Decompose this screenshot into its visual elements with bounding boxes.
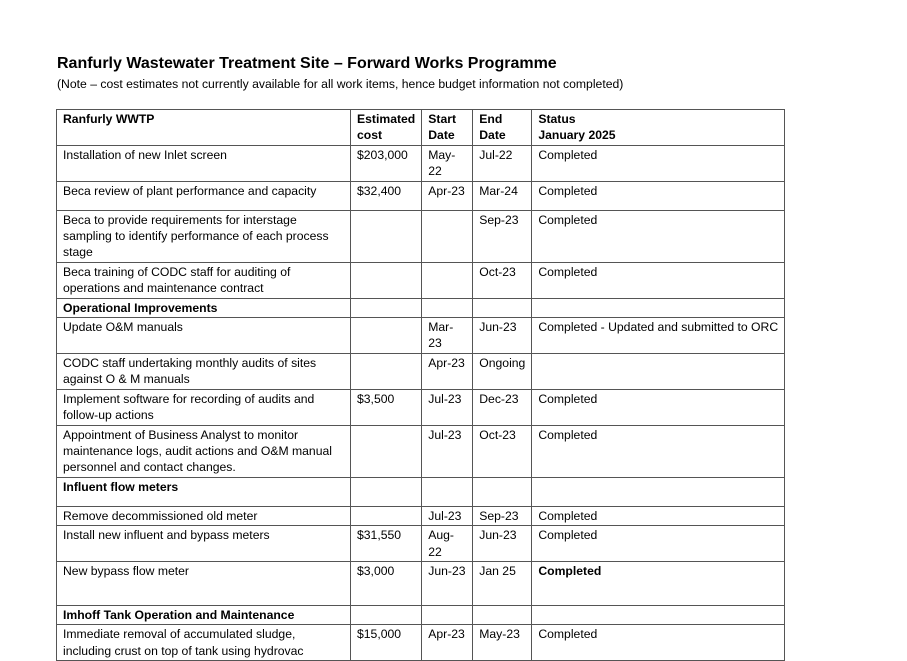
cell-item: Install new influent and bypass meters [57, 526, 351, 562]
section-row [57, 298, 785, 317]
cell-status: Completed [532, 425, 785, 477]
cell-end [473, 298, 532, 317]
cell-cost: $3,000 [351, 561, 422, 605]
cell-start: Apr-23 [422, 625, 473, 661]
cell-item: Implement software for recording of audits and follow-up actions [57, 389, 351, 425]
cell-item: Immediate removal of accumulated sludge, including crust on top of tank using hydrovac [57, 625, 351, 661]
cell-item: Remove decommissioned old meter [57, 506, 351, 525]
header-cost-line1: Estimated [357, 112, 416, 126]
header-cost-line2: cost [357, 128, 383, 143]
cell-item: New bypass flow meter [57, 561, 351, 605]
cell-item: Installation of new Inlet screen [57, 145, 351, 181]
cell-start [422, 210, 473, 262]
cell-cost [351, 318, 422, 354]
cell-item: Update O&M manuals [57, 318, 351, 354]
cell-cost [351, 605, 422, 624]
cell-status: Completed [532, 210, 785, 262]
cell-end: Oct-23 [473, 262, 532, 298]
cell-end: Ongoing [473, 353, 532, 389]
cell-cost [351, 477, 422, 506]
table-row [57, 181, 785, 210]
forward-works-table [56, 109, 785, 661]
section-row [57, 605, 785, 624]
cell-item: Beca review of plant performance and capacity [57, 181, 351, 210]
cell-cost: $203,000 [351, 145, 422, 181]
cell-cost: $32,400 [351, 181, 422, 210]
cell-status: Completed [532, 145, 785, 181]
cell-end: Oct-23 [473, 425, 532, 477]
cell-status: Completed [532, 389, 785, 425]
cell-status: Completed [532, 561, 785, 605]
cell-status [532, 298, 785, 317]
cell-cost [351, 210, 422, 262]
cell-item: Appointment of Business Analyst to monitor maintenance logs, audit actions and O&M manual personnel and contact changes. [57, 425, 351, 477]
cell-cost [351, 353, 422, 389]
cell-start [422, 262, 473, 298]
cell-end: Sep-23 [473, 210, 532, 262]
header-status-line1: Status [538, 112, 576, 126]
cell-status: Completed [532, 506, 785, 525]
cell-cost [351, 262, 422, 298]
table-row [57, 425, 785, 477]
cell-status: Completed [532, 625, 785, 661]
cell-status: Completed [532, 181, 785, 210]
cell-end: May-23 [473, 625, 532, 661]
header-end [473, 110, 532, 146]
cell-cost [351, 425, 422, 477]
cell-end: Jun-23 [473, 526, 532, 562]
cell-start: Aug-22 [422, 526, 473, 562]
cell-end [473, 477, 532, 506]
document-note: (Note – cost estimates not currently available for all work items, hence budget information not completed) [57, 77, 624, 91]
header-start-line1: Start [428, 112, 457, 126]
table-row [57, 526, 785, 562]
table-row [57, 145, 785, 181]
cell-start: Jul-23 [422, 425, 473, 477]
header-start [422, 110, 473, 146]
header-end-line1: End [479, 112, 503, 126]
header-status [532, 110, 785, 146]
cell-end: Mar-24 [473, 181, 532, 210]
cell-end: Jan 25 [473, 561, 532, 605]
cell-start: Apr-23 [422, 181, 473, 210]
cell-status: Completed [532, 526, 785, 562]
cell-item: Beca to provide requirements for interstage sampling to identify performance of each process stage [57, 210, 351, 262]
cell-status [532, 605, 785, 624]
table-row [57, 561, 785, 605]
table-row [57, 389, 785, 425]
cell-end: Sep-23 [473, 506, 532, 525]
cell-start: Jul-23 [422, 506, 473, 525]
cell-start: Mar-23 [422, 318, 473, 354]
cell-start: May-22 [422, 145, 473, 181]
header-item [57, 110, 351, 146]
table-row [57, 318, 785, 354]
table-row [57, 353, 785, 389]
header-end-line2: Date [479, 128, 506, 143]
document-title: Ranfurly Wastewater Treatment Site – Forward Works Programme [57, 55, 557, 72]
cell-end: Jun-23 [473, 318, 532, 354]
cell-status [532, 353, 785, 389]
cell-cost [351, 506, 422, 525]
table-header-row [57, 110, 785, 146]
cell-start: Apr-23 [422, 353, 473, 389]
header-cost [351, 110, 422, 146]
cell-cost [351, 298, 422, 317]
cell-start: Jul-23 [422, 389, 473, 425]
cell-status: Completed [532, 262, 785, 298]
section-title: Imhoff Tank Operation and Maintenance [57, 605, 351, 624]
cell-cost: $3,500 [351, 389, 422, 425]
table-row [57, 506, 785, 525]
cell-end: Dec-23 [473, 389, 532, 425]
header-status-line2: January 2025 [538, 128, 616, 143]
cell-end: Jul-22 [473, 145, 532, 181]
section-row [57, 477, 785, 506]
cell-status: Completed - Updated and submitted to ORC [532, 318, 785, 354]
cell-cost: $31,550 [351, 526, 422, 562]
cell-start: Jun-23 [422, 561, 473, 605]
section-title: Influent flow meters [57, 477, 351, 506]
cell-start [422, 605, 473, 624]
section-title: Operational Improvements [57, 298, 351, 317]
cell-item: Beca training of CODC staff for auditing of operations and maintenance contract [57, 262, 351, 298]
cell-start [422, 477, 473, 506]
table-row [57, 210, 785, 262]
cell-end [473, 605, 532, 624]
table-row [57, 262, 785, 298]
header-start-line2: Date [428, 128, 455, 143]
cell-start [422, 298, 473, 317]
cell-item: CODC staff undertaking monthly audits of sites against O & M manuals [57, 353, 351, 389]
cell-cost: $15,000 [351, 625, 422, 661]
cell-status [532, 477, 785, 506]
header-item-label: Ranfurly WWTP [63, 112, 155, 126]
table-row [57, 625, 785, 661]
